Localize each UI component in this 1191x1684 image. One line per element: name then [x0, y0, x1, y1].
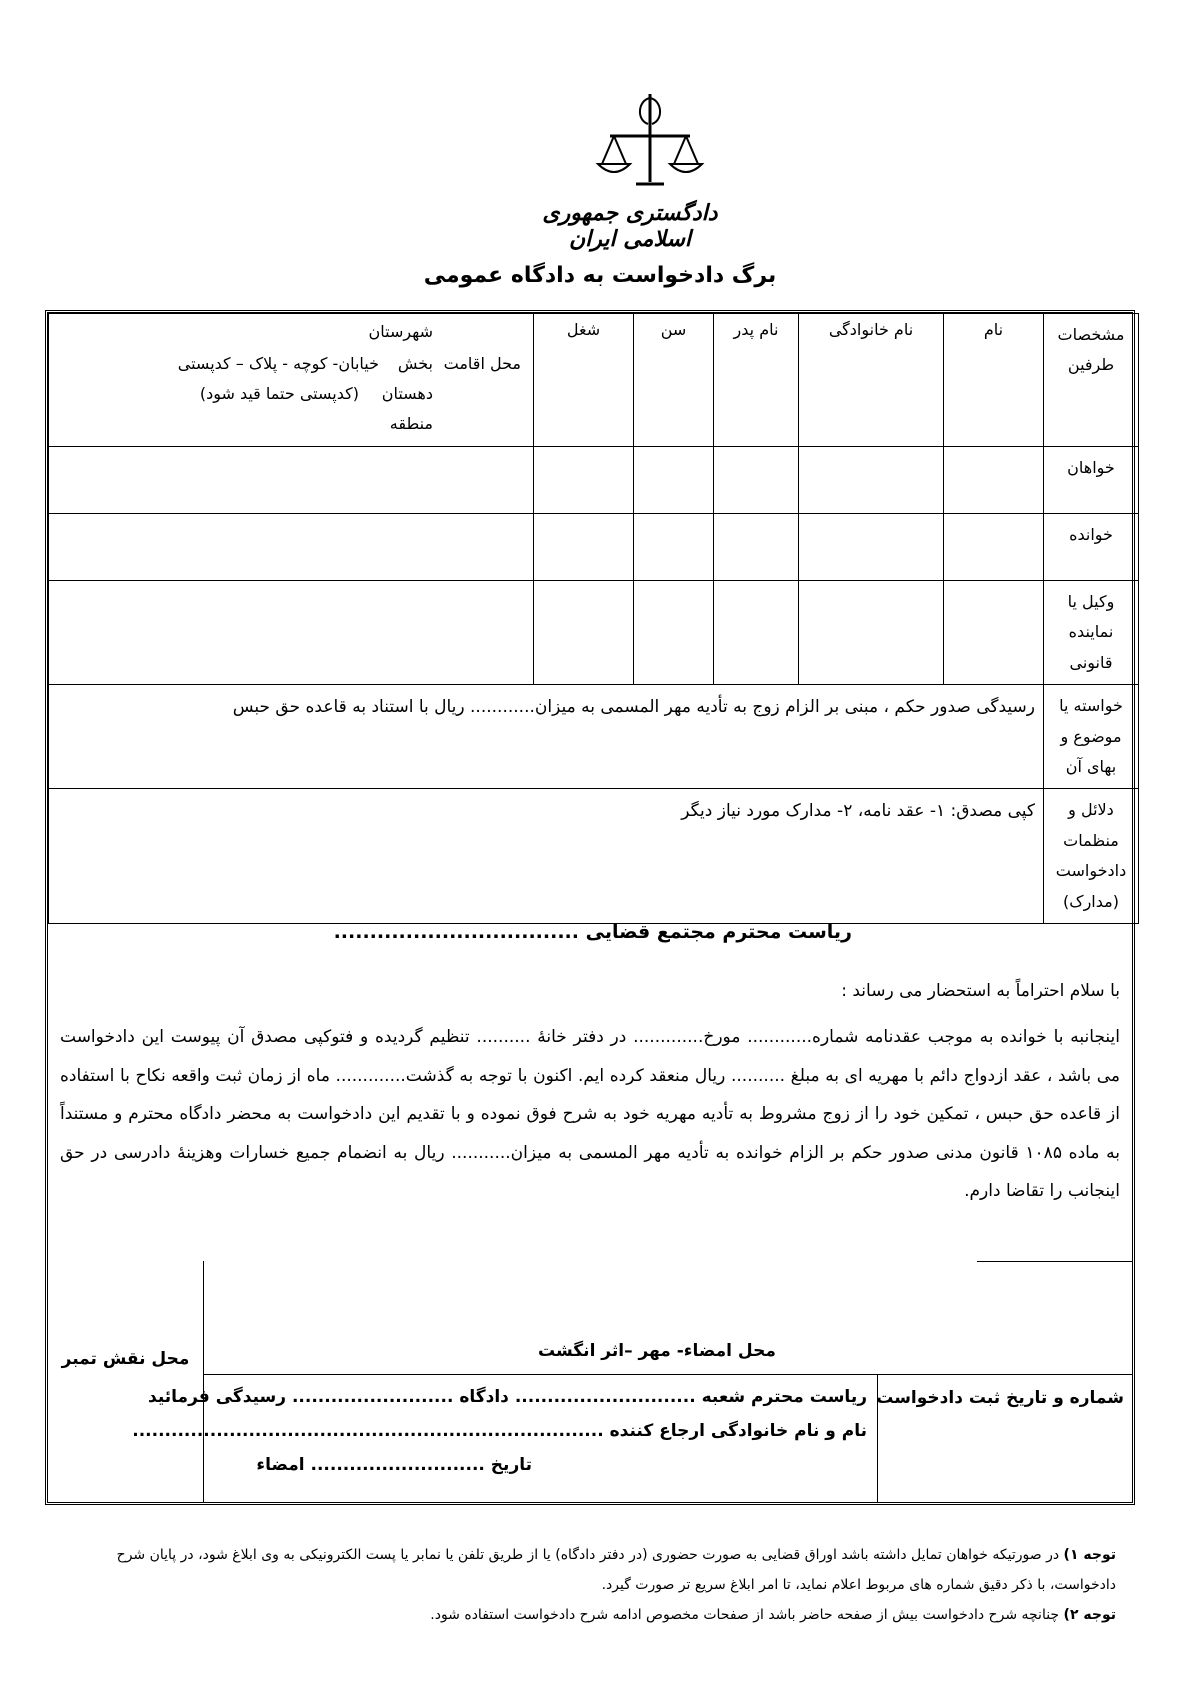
- agent-row: [49, 581, 1139, 685]
- petition-section: [48, 913, 1132, 1258]
- agent-family-cell[interactable]: [799, 581, 944, 685]
- col-age: سن: [634, 314, 714, 447]
- col-residence: [49, 314, 534, 447]
- defendant-family-cell[interactable]: [799, 514, 944, 581]
- agent-age-cell[interactable]: [634, 581, 714, 685]
- addr-postal-note: (کدپستی حتما قید شود): [199, 384, 359, 403]
- bottom-section: [48, 1261, 1132, 1502]
- referral-line-1: ریاست محترم شعبه ............................ دادگاه ......................... رسیدگی فرمائید: [148, 1387, 867, 1407]
- registration-box: [877, 1374, 1132, 1502]
- agent-residence-cell[interactable]: [49, 581, 534, 685]
- defendant-residence-cell[interactable]: [49, 514, 534, 581]
- note-2-label: توجه ۲): [1063, 1607, 1116, 1623]
- note-1: [76, 1540, 1116, 1600]
- note-2-text: چنانچه شرح دادخواست بیش از صفحه حاضر باشد از صفحات مخصوص ادامه شرح دادخواست استفاده شود.: [430, 1607, 1064, 1623]
- referral-line-2: نام و نام خانوادگی ارجاع کننده .........................................................................: [132, 1421, 867, 1441]
- stamp-box: [48, 1261, 204, 1502]
- stamp-label: محل نقش تمبر: [61, 1349, 190, 1369]
- petition-body: اینجانبه با خوانده به موجب عقدنامه شماره............ مورخ............. در دفتر خانهٔ .......... تنظیم گردیده و فتوکپی مصدق آن پیوست این دادخواست می باشد ، عقد ازدواج دائم با مهریه ای به مبلغ .......... ریال منعقد کرده ایم. اکنون با توجه به گذشت............. ماه از زمان ثبت واقعه نکاح با استفاده از قاعده حق حبس ، تمکین خود را از زوج مشروط به تأدیه مهریه خود به شرح فوق نموده و با تقدیم این دادخواست به محضر دادگاه محترم و مستنداً به ماده ۱۰۸۵ قانون مدنی صدور حکم بر الزام خوانده به تأدیه مهر المسمی به میزان........... ریال به انضمام جمیع خسارات وهزینهٔ دادرسی در حق اینجانب را تقاضا دارم.: [60, 1027, 1120, 1201]
- parties-table: [48, 313, 1139, 924]
- table-header-row: [49, 314, 1139, 447]
- claim-row: [49, 685, 1139, 789]
- plaintiff-residence-cell[interactable]: [49, 447, 534, 514]
- row-label-plaintiff: خواهان: [1044, 447, 1139, 514]
- row-label-defendant: خوانده: [1044, 514, 1139, 581]
- agent-name-cell[interactable]: [944, 581, 1044, 685]
- defendant-father-cell[interactable]: [714, 514, 799, 581]
- plaintiff-row: [49, 447, 1139, 514]
- row-label-claim: خواسته یا موضوع و بهای آن: [1044, 685, 1139, 789]
- addr-street: خیابان- کوچه - پلاک – کدپستی: [177, 354, 379, 373]
- col-name: نام: [944, 314, 1044, 447]
- claim-text: رسیدگی صدور حکم ، مبنی بر الزام زوج به تأدیه مهر المسمی به میزان............ ریال با استناد به قاعده حق حبس: [49, 685, 1044, 789]
- plaintiff-father-cell[interactable]: [714, 447, 799, 514]
- form-title: برگ دادخواست به دادگاه عمومی: [423, 263, 777, 288]
- petition-form-frame: [45, 310, 1135, 1505]
- addr-village: دهستان: [381, 384, 433, 403]
- plaintiff-name-cell[interactable]: [944, 447, 1044, 514]
- referral-line-3: تاریخ ........................... امضاء: [256, 1455, 532, 1475]
- col-job: شغل: [534, 314, 634, 447]
- plaintiff-age-cell[interactable]: [634, 447, 714, 514]
- addr-region: منطقه: [389, 414, 433, 433]
- note-1-text: در صورتیکه خواهان تمایل داشته باشد اوراق قضایی به صورت حضوری (در دفتر دادگاه) یا از طریق تلفن یا نمابر یا پست الکترونیکی به وی ابلاغ شود، در پایان شرح دادخواست، با ذکر دقیق شماره های مربوط اعلام نماید، تا امر ابلاغ سریع تر صورت گیرد.: [116, 1547, 1116, 1593]
- col-father-name: نام پدر: [714, 314, 799, 447]
- row-label-agent: وکیل یا نماینده قانونی: [1044, 581, 1139, 685]
- judiciary-logo-text: دادگستری جمهوری اسلامی ایران: [542, 200, 718, 252]
- agent-father-cell[interactable]: [714, 581, 799, 685]
- plaintiff-job-cell[interactable]: [534, 447, 634, 514]
- addr-city: شهرستان: [368, 322, 433, 341]
- defendant-row: [49, 514, 1139, 581]
- judiciary-emblem-icon: [590, 90, 710, 190]
- note-1-label: توجه ۱): [1063, 1547, 1116, 1563]
- plaintiff-family-cell[interactable]: [799, 447, 944, 514]
- evidence-row: [49, 789, 1139, 924]
- petition-addressee: ریاست محترم مجتمع قضایی ..................................: [333, 921, 852, 943]
- defendant-age-cell[interactable]: [634, 514, 714, 581]
- evidence-text: کپی مصدق: ۱- عقد نامه، ۲- مدارک مورد نیاز دیگر: [49, 789, 1044, 924]
- agent-job-cell[interactable]: [534, 581, 634, 685]
- defendant-name-cell[interactable]: [944, 514, 1044, 581]
- defendant-job-cell[interactable]: [534, 514, 634, 581]
- registration-label: شماره و تاریخ ثبت دادخواست: [876, 1388, 1124, 1408]
- residence-label: محل اقامت: [443, 354, 521, 373]
- row-label-evidence: دلائل و منظمات دادخواست (مدارک): [1044, 789, 1139, 924]
- note-2: [76, 1600, 1116, 1630]
- signature-label: محل امضاء- مهر –اثر انگشت: [538, 1341, 776, 1361]
- petition-greeting: با سلام احتراماً به استحضار می رساند :: [841, 981, 1120, 1001]
- col-family-name: نام خانوادگی: [799, 314, 944, 447]
- col-parties: مشخصات طرفین: [1044, 314, 1139, 447]
- notes-section: [76, 1540, 1116, 1630]
- addr-district: بخش: [397, 354, 433, 373]
